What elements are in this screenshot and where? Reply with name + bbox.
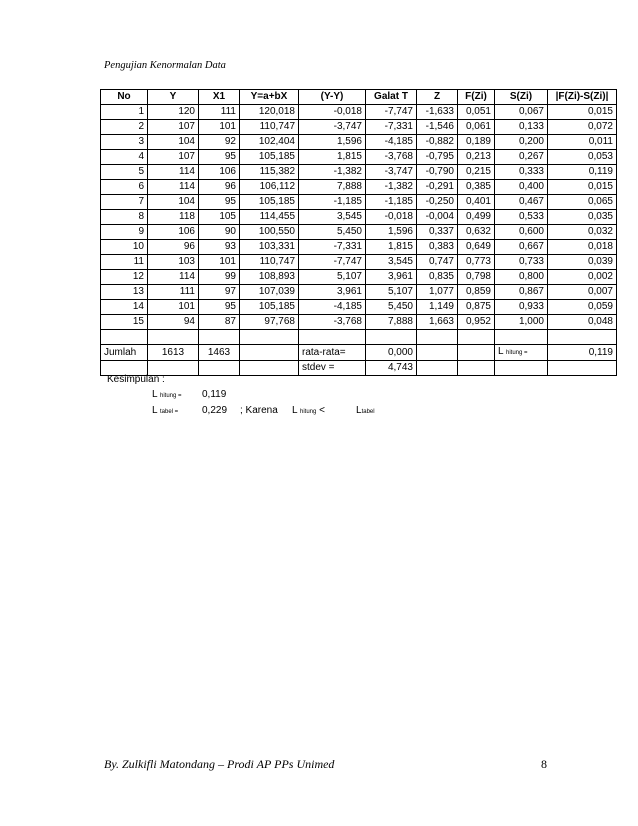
table-row <box>101 210 617 225</box>
table-cell: 1,663 <box>417 315 458 330</box>
table-cell: 13 <box>101 285 148 300</box>
stdev-value: 4,743 <box>366 361 417 376</box>
table-cell: 0,048 <box>548 315 617 330</box>
col-header-y: Y <box>148 90 199 105</box>
summary-row <box>101 345 617 361</box>
table-cell: 1,596 <box>299 135 366 150</box>
table-cell: 0,015 <box>548 180 617 195</box>
table-cell: 0,933 <box>495 300 548 315</box>
table-cell: 1,596 <box>366 225 417 240</box>
l-hitung-conclusion-value: 0,119 <box>202 389 227 400</box>
table-cell: 95 <box>199 150 240 165</box>
l-tabel-conclusion-value: 0,229 <box>202 405 228 416</box>
table-cell: 0,072 <box>548 120 617 135</box>
table-cell: 114 <box>148 180 199 195</box>
jumlah-x1: 1463 <box>199 345 240 361</box>
table-row <box>101 120 617 135</box>
table-row <box>101 150 617 165</box>
table-cell: 0,773 <box>458 255 495 270</box>
table-cell: 0,649 <box>458 240 495 255</box>
table-row <box>101 255 617 270</box>
table-cell: 101 <box>199 120 240 135</box>
table-cell: 105,185 <box>240 150 299 165</box>
table-cell: 114 <box>148 165 199 180</box>
table-cell: 6 <box>101 180 148 195</box>
table-cell: 0,333 <box>495 165 548 180</box>
table-cell: 0,499 <box>458 210 495 225</box>
table-cell: 3,961 <box>299 285 366 300</box>
table-cell: 5,107 <box>366 285 417 300</box>
table-cell: -0,250 <box>417 195 458 210</box>
table-cell: 0,053 <box>548 150 617 165</box>
table-cell: 90 <box>199 225 240 240</box>
table-cell: 0,065 <box>548 195 617 210</box>
table-cell: 0,032 <box>548 225 617 240</box>
page-number: 8 <box>541 757 547 771</box>
col-header-yhat: Y=a+bX <box>240 90 299 105</box>
table-cell: 0,119 <box>548 165 617 180</box>
table-cell: 3,545 <box>366 255 417 270</box>
conclusion-title: Kesimpulan : <box>107 374 165 385</box>
page-header: Pengujian Kenormalan Data <box>104 60 226 71</box>
table-cell: 0,667 <box>495 240 548 255</box>
col-header-galat: Galat T <box>366 90 417 105</box>
table-cell: 11 <box>101 255 148 270</box>
table-cell: 96 <box>199 180 240 195</box>
table-cell: -1,382 <box>366 180 417 195</box>
jumlah-y: 1613 <box>148 345 199 361</box>
table-cell: 0,401 <box>458 195 495 210</box>
table-cell: 87 <box>199 315 240 330</box>
col-header-fzi: F(Zi) <box>458 90 495 105</box>
table-cell: -0,795 <box>417 150 458 165</box>
rata-label: rata-rata= <box>299 345 366 361</box>
table-cell: 96 <box>148 240 199 255</box>
table-cell: 0,018 <box>548 240 617 255</box>
table-cell: 103 <box>148 255 199 270</box>
table-cell: 95 <box>199 300 240 315</box>
table-cell: 106,112 <box>240 180 299 195</box>
table-cell: 0,867 <box>495 285 548 300</box>
table-cell: 114,455 <box>240 210 299 225</box>
table-cell: -3,747 <box>366 165 417 180</box>
table-cell: 101 <box>199 255 240 270</box>
table-cell: 102,404 <box>240 135 299 150</box>
table-cell: 2 <box>101 120 148 135</box>
table-cell: 0,533 <box>495 210 548 225</box>
table-cell: 3 <box>101 135 148 150</box>
table-cell: 4 <box>101 150 148 165</box>
table-cell: 7,888 <box>299 180 366 195</box>
table-cell: 0,747 <box>417 255 458 270</box>
table-cell: 0,059 <box>548 300 617 315</box>
table-cell: -4,185 <box>366 135 417 150</box>
karena-text: ; Karena <box>240 405 278 416</box>
table-cell: 104 <box>148 195 199 210</box>
normality-test-table <box>100 89 617 376</box>
table-cell: 0,133 <box>495 120 548 135</box>
table-cell: 110,747 <box>240 255 299 270</box>
table-cell: 115,382 <box>240 165 299 180</box>
table-cell: 0,002 <box>548 270 617 285</box>
table-row <box>101 105 617 120</box>
table-cell: 7 <box>101 195 148 210</box>
table-cell: 14 <box>101 300 148 315</box>
table-row <box>101 195 617 210</box>
table-row <box>101 270 617 285</box>
table-row <box>101 300 617 315</box>
table-cell: -1,185 <box>366 195 417 210</box>
l-tabel-conclusion: L tabel = <box>152 405 179 416</box>
table-cell: 92 <box>199 135 240 150</box>
col-header-residual: (Y-Y) <box>299 90 366 105</box>
comparison-left: L hitung < <box>292 405 325 416</box>
table-cell: 105 <box>199 210 240 225</box>
col-header-z: Z <box>417 90 458 105</box>
table-cell: -1,382 <box>299 165 366 180</box>
stdev-row <box>101 361 617 376</box>
table-cell: 120,018 <box>240 105 299 120</box>
table-cell: 0,061 <box>458 120 495 135</box>
table-cell: 106 <box>199 165 240 180</box>
table-row <box>101 225 617 240</box>
table-cell: 0,015 <box>548 105 617 120</box>
table-cell: 12 <box>101 270 148 285</box>
table-cell: 0,011 <box>548 135 617 150</box>
table-cell: -0,882 <box>417 135 458 150</box>
table-cell: 1,815 <box>299 150 366 165</box>
table-cell: 110,747 <box>240 120 299 135</box>
rata-value: 0,000 <box>366 345 417 361</box>
table-cell: 95 <box>199 195 240 210</box>
table-cell: 0,859 <box>458 285 495 300</box>
l-hitung-value: 0,119 <box>548 345 617 361</box>
jumlah-label: Jumlah <box>101 345 148 361</box>
table-cell: -0,018 <box>366 210 417 225</box>
table-cell: 0,200 <box>495 135 548 150</box>
table-cell: 1,000 <box>495 315 548 330</box>
table-cell: 0,632 <box>458 225 495 240</box>
table-cell: 0,035 <box>548 210 617 225</box>
table-cell: 0,800 <box>495 270 548 285</box>
table-cell: -4,185 <box>299 300 366 315</box>
table-cell: 97,768 <box>240 315 299 330</box>
table-cell: 3,545 <box>299 210 366 225</box>
table-cell: 0,383 <box>417 240 458 255</box>
table-cell: -3,747 <box>299 120 366 135</box>
col-header-x1: X1 <box>199 90 240 105</box>
table-cell: 107,039 <box>240 285 299 300</box>
table-cell: 0,039 <box>548 255 617 270</box>
table-cell: 0,600 <box>495 225 548 240</box>
table-cell: 108,893 <box>240 270 299 285</box>
comparison-right: Ltabel <box>356 405 375 416</box>
table-cell: -7,747 <box>299 255 366 270</box>
table-cell: 9 <box>101 225 148 240</box>
table-cell: 0,385 <box>458 180 495 195</box>
table-cell: 104 <box>148 135 199 150</box>
table-cell: 1,077 <box>417 285 458 300</box>
spacer-row <box>101 330 617 345</box>
page-footer: By. Zulkifli Matondang – Prodi AP PPs Unimed <box>104 757 335 771</box>
table-cell: 3,961 <box>366 270 417 285</box>
table-row <box>101 135 617 150</box>
table-cell: 97 <box>199 285 240 300</box>
table-cell: 0,798 <box>458 270 495 285</box>
table-row <box>101 315 617 330</box>
table-cell: 93 <box>199 240 240 255</box>
table-cell: -3,768 <box>366 150 417 165</box>
table-cell: 5 <box>101 165 148 180</box>
table-cell: 111 <box>148 285 199 300</box>
table-cell: 15 <box>101 315 148 330</box>
table-cell: 0,213 <box>458 150 495 165</box>
table-cell: 120 <box>148 105 199 120</box>
table-cell: -0,004 <box>417 210 458 225</box>
table-cell: 103,331 <box>240 240 299 255</box>
table-cell: 94 <box>148 315 199 330</box>
table-cell: 0,733 <box>495 255 548 270</box>
table-cell: 1,149 <box>417 300 458 315</box>
col-header-szi: S(Zi) <box>495 90 548 105</box>
table-cell: -0,790 <box>417 165 458 180</box>
table-cell: -3,768 <box>299 315 366 330</box>
table-cell: 105,185 <box>240 300 299 315</box>
table-cell: 7,888 <box>366 315 417 330</box>
table-cell: 0,007 <box>548 285 617 300</box>
table-cell: 0,400 <box>495 180 548 195</box>
table-cell: 0,952 <box>458 315 495 330</box>
table-cell: -7,331 <box>299 240 366 255</box>
table-cell: 0,067 <box>495 105 548 120</box>
table-header-row <box>101 90 617 105</box>
table-row <box>101 180 617 195</box>
table-cell: 0,189 <box>458 135 495 150</box>
table-cell: 0,267 <box>495 150 548 165</box>
table-cell: -7,747 <box>366 105 417 120</box>
table-cell: 99 <box>199 270 240 285</box>
table-cell: 8 <box>101 210 148 225</box>
table-cell: 0,875 <box>458 300 495 315</box>
table-cell: 0,337 <box>417 225 458 240</box>
table-row <box>101 285 617 300</box>
col-header-no: No <box>101 90 148 105</box>
l-hitung-conclusion: L hitung = <box>152 389 182 400</box>
table-cell: -0,291 <box>417 180 458 195</box>
table-cell: 5,450 <box>299 225 366 240</box>
table-cell: 111 <box>199 105 240 120</box>
table-cell: -0,018 <box>299 105 366 120</box>
table-cell: 105,185 <box>240 195 299 210</box>
table-cell: 0,467 <box>495 195 548 210</box>
table-cell: 106 <box>148 225 199 240</box>
table-cell: 114 <box>148 270 199 285</box>
table-cell: 1 <box>101 105 148 120</box>
col-header-diff: |F(Zi)-S(Zi)| <box>548 90 617 105</box>
table-cell: 0,051 <box>458 105 495 120</box>
l-hitung-label: L hitung = <box>495 345 548 361</box>
table-cell: 107 <box>148 120 199 135</box>
table-cell: -1,546 <box>417 120 458 135</box>
stdev-label: stdev = <box>299 361 366 376</box>
table-cell: -7,331 <box>366 120 417 135</box>
table-cell: -1,633 <box>417 105 458 120</box>
table-row <box>101 240 617 255</box>
table-cell: 0,215 <box>458 165 495 180</box>
table-cell: 1,815 <box>366 240 417 255</box>
table-cell: 101 <box>148 300 199 315</box>
table-cell: 10 <box>101 240 148 255</box>
table-cell: 118 <box>148 210 199 225</box>
table-cell: -1,185 <box>299 195 366 210</box>
table-cell: 5,107 <box>299 270 366 285</box>
table-cell: 100,550 <box>240 225 299 240</box>
table-cell: 5,450 <box>366 300 417 315</box>
table-cell: 107 <box>148 150 199 165</box>
table-cell: 0,835 <box>417 270 458 285</box>
table-row <box>101 165 617 180</box>
